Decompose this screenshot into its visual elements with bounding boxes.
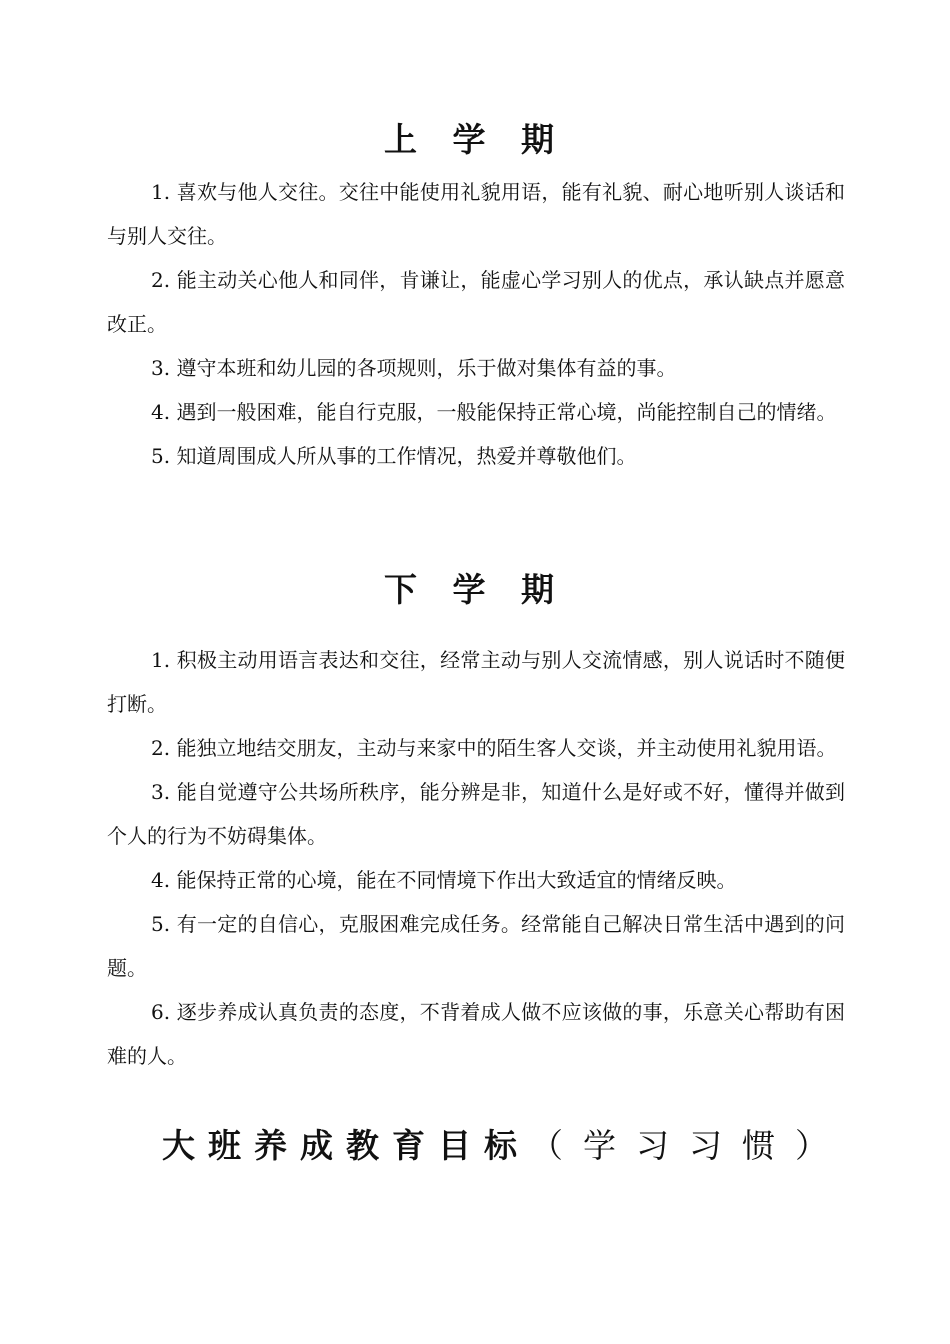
lower-term-list <box>107 638 845 1078</box>
lower-term-item-3: 3. 能自觉遵守公共场所秩序，能分辨是非，知道什么是好或不好，懂得并做到个人的行为不妨碍集体。 <box>107 780 845 848</box>
lower-term-title: 下 学 期 <box>384 570 566 609</box>
upper-term-title: 上 学 期 <box>384 120 566 159</box>
lower-term-item-5: 5. 有一定的自信心，克服困难完成任务。经常能自己解决日常生活中遇到的问题。 <box>107 912 845 980</box>
upper-term-item-1: 1. 喜欢与他人交往。交往中能使用礼貌用语，能有礼貌、耐心地听别人谈话和与别人交往。 <box>107 180 845 248</box>
upper-term-list <box>107 170 845 478</box>
lower-term-item-2: 2. 能独立地结交朋友，主动与来家中的陌生客人交谈，并主动使用礼貌用语。 <box>151 736 837 760</box>
lower-term-item-4: 4. 能保持正常的心境，能在不同情境下作出大致适宜的情绪反映。 <box>151 868 737 892</box>
upper-term-item-3: 3. 遵守本班和幼儿园的各项规则，乐于做对集体有益的事。 <box>151 356 677 380</box>
upper-term-item-2: 2. 能主动关心他人和同伴，肯谦让，能虚心学习别人的优点，承认缺点并愿意改正。 <box>107 268 845 336</box>
lower-term-item-1: 1. 积极主动用语言表达和交往，经常主动与别人交流情感，别人说话时不随便打断。 <box>107 648 845 716</box>
upper-term-item-5: 5. 知道周围成人所从事的工作情况，热爱并尊敬他们。 <box>151 444 637 468</box>
lower-term-item-6: 6. 逐步养成认真负责的态度，不背着成人做不应该做的事，乐意关心帮助有困难的人。 <box>107 1000 845 1068</box>
next-section-title-main: 大班养成教育目标 <box>162 1126 530 1165</box>
next-section-title-sub: （学习习惯） <box>530 1126 848 1165</box>
upper-term-item-4: 4. 遇到一般困难，能自行克服，一般能保持正常心境，尚能控制自己的情绪。 <box>151 400 837 424</box>
next-section-heading <box>162 1124 862 1168</box>
